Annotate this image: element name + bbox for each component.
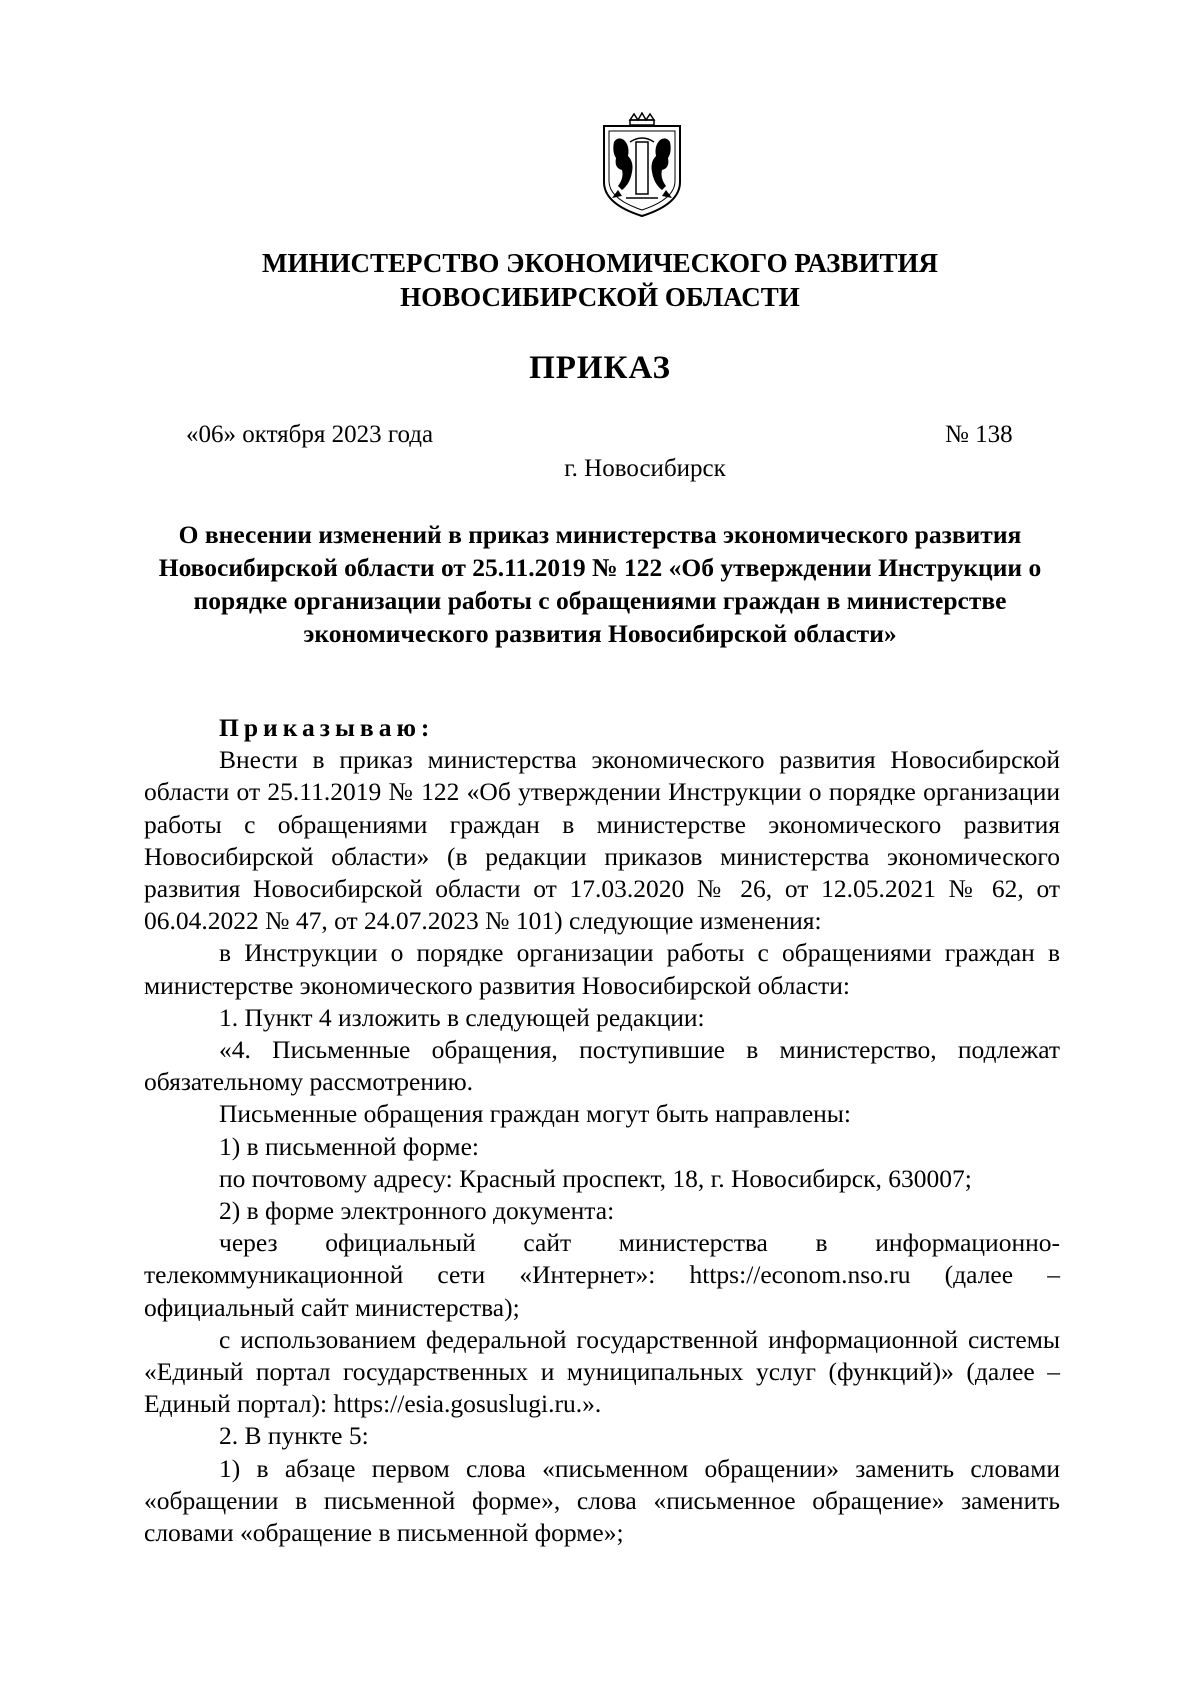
body-paragraph: по почтовому адресу: Красный проспект, 18, г. Новосибирск, 630007; [219,1163,972,1193]
document-city: г. Новосибирск [564,455,726,482]
body-paragraph: «4. Письменные обращения, поступившие в министерство, подлежат обязательному рассмотрению. [144,1035,1060,1097]
ministry-name-line-1: МИНИСТЕРСТВО ЭКОНОМИЧЕСКОГО РАЗВИТИЯ [262,248,938,278]
body-paragraph: в Инструкции о порядке организации работы с обращениями граждан в министерстве экономического развития Новосибирской области: [144,938,1060,1000]
document-date: «06» октября 2023 года [186,421,434,448]
body-paragraph: 1) в абзаце первом слова «письменном обращении» заменить словами «обращении в письменной форме», слова «письменное обращение» заменить словами «обращение в письменной форме»; [144,1453,1060,1548]
orders-keyword: Приказываю: [219,713,435,742]
coat-of-arms-icon [600,112,684,220]
document-heading: О внесении изменений в приказ министерства экономического развития Новосибирской области от 25.11.2019 № 122 «Об утверждении Инструкции о порядке организации работы с обращениями граждан в министерстве экономического развития Новосибирской области» [158,520,1042,648]
body-paragraph: 2) в форме электронного документа: [219,1196,615,1226]
body-paragraph: 2. В пункте 5: [219,1421,369,1451]
body-paragraph: Письменные обращения граждан могут быть направлены: [219,1099,852,1129]
body-paragraph: через официальный сайт министерства в информационно-телекоммуникационной сети «Интернет»: https://econom.nso.ru (далее – официальный сайт министерства); [144,1228,1060,1322]
body-paragraph: 1. Пункт 4 изложить в следующей редакции: [219,1002,705,1032]
ministry-name-line-2: НОВОСИБИРСКОЙ ОБЛАСТИ [400,282,800,312]
document-body [144,712,1060,1549]
document-type-title: ПРИКАЗ [529,350,671,386]
body-paragraph: 1) в письменной форме: [219,1131,479,1161]
body-paragraph: Внести в приказ министерства экономического развития Новосибирской области от 25.11.2019 № 122 «Об утверждении Инструкции о порядке организации работы с обращениями граждан в министерстве экономического развития Новосибирской области» (в редакции приказов министерства экономического развития Новосибирской области от 17.03.2020 № 26, от 12.05.2021 № 62, от 06.04.2022 № 47, от 24.07.2023 № 101) следующие изменения: [144,745,1060,936]
document-number: № 138 [945,421,1013,448]
body-paragraph: с использованием федеральной государственной информационной системы «Единый портал государственных и муниципальных услуг (функций)» (далее – Единый портал): https://esia.gosuslugi.ru.». [144,1324,1060,1419]
